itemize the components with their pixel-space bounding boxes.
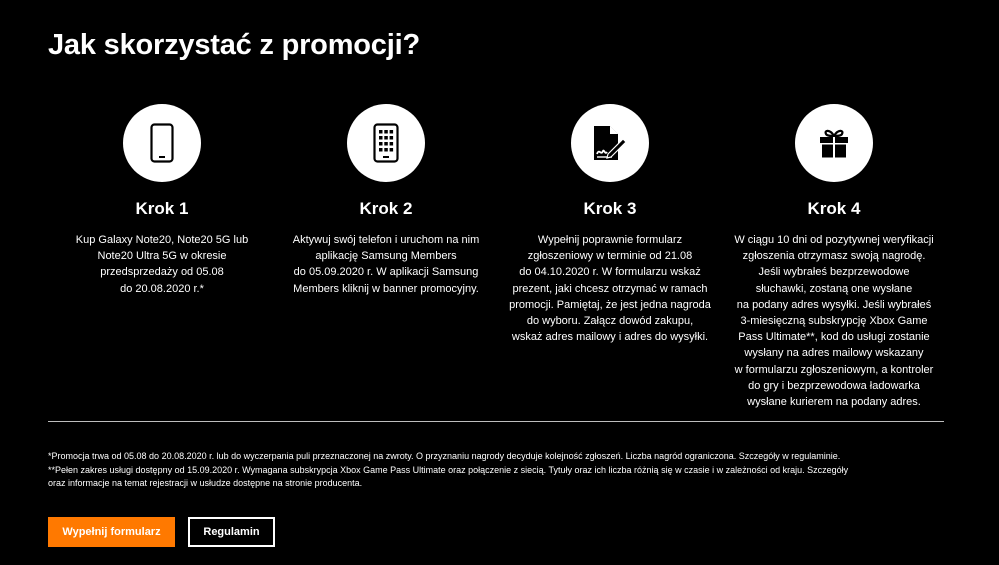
step-description-line: Jeśli wybrałeś bezprzewodowe — [758, 266, 910, 279]
smartphone-icon — [123, 104, 201, 182]
step-description-line: Members kliknij w banner promocyjny. — [293, 282, 479, 295]
phone-app-grid-icon — [347, 104, 425, 182]
step-description-line: wskaż adres mailowy i adres do wysyłki. — [511, 331, 709, 344]
step-description-line: do 04.10.2020 r. W formularzu wskaż — [519, 266, 701, 279]
step-4 — [722, 104, 946, 410]
section-divider — [48, 421, 944, 422]
step-description-line: prezent, jaki chcesz otrzymać w ramach — [512, 282, 708, 295]
step-description — [722, 232, 946, 410]
step-description-line: zgłoszenia otrzymasz swoją nagrodę. — [742, 250, 926, 263]
regulations-button[interactable]: Regulamin — [188, 517, 275, 547]
footnotes — [48, 450, 953, 491]
step-description-line: Pass Ultimate**, kod do usługi zostanie — [738, 331, 930, 344]
step-description-line: W ciągu 10 dni od pozytywnej weryfikacji — [734, 234, 934, 246]
footnote-line: *Promocja trwa od 05.08 do 20.08.2020 r. lub do wyczerpania puli przeznaczonej na zwroty. O przyznaniu nagrody decyduje kolejność zgłoszeń. Liczba nagród ograniczona. Szczegóły w regulaminie. — [48, 451, 841, 461]
step-description-line: promocji. Pamiętaj, że jest jedna nagroda — [509, 298, 711, 311]
step-2 — [274, 104, 498, 297]
step-3 — [498, 104, 722, 345]
step-description-line: w formularzu zgłoszeniowym, a kontroler — [734, 363, 934, 376]
document-sign-icon — [571, 104, 649, 182]
fill-form-button[interactable]: Wypełnij formularz — [48, 517, 175, 547]
step-title: Krok 4 — [807, 199, 861, 218]
step-description — [274, 232, 498, 297]
step-description-line: do gry i bezprzewodowa ładowarka — [748, 379, 920, 392]
gift-icon — [795, 104, 873, 182]
step-description-line: do 05.09.2020 r. W aplikacji Samsung — [293, 266, 479, 279]
step-description-line: aplikację Samsung Members — [315, 250, 457, 263]
step-description-line: Note20 Ultra 5G w okresie — [97, 250, 227, 263]
footnote-line: oraz informacje na temat rejestracji w usłudze dostępne na stronie producenta. — [48, 478, 363, 489]
step-description-line: przedsprzedaży od 05.08 — [100, 266, 224, 279]
step-1 — [50, 104, 274, 297]
step-title: Krok 1 — [135, 199, 189, 218]
footnote-line: **Pełen zakres usługi dostępny od 15.09.2020 r. Wymagana subskrypcja Xbox Game Pass Ultimate oraz połączenie z siecią. Tytuły oraz ich liczba różnią się w czasie i w zależności od kraju. Szczegóły — [48, 464, 849, 475]
step-description-line: Aktywuj swój telefon i uruchom na nim — [292, 234, 480, 246]
step-description — [498, 232, 722, 345]
step-description-line: Kup Galaxy Note20, Note20 5G lub — [75, 234, 249, 246]
step-description-line: do wyboru. Załącz dowód zakupu, — [526, 315, 694, 328]
step-description — [50, 232, 274, 297]
step-description-line: do 20.08.2020 r.* — [120, 282, 204, 295]
step-title: Krok 2 — [359, 199, 413, 218]
step-description-line: 3-miesięczną subskrypcję Xbox Game — [740, 315, 928, 328]
step-description-line: Wypełnij poprawnie formularz — [537, 234, 683, 246]
page-title: Jak skorzystać z promocji? — [48, 29, 420, 61]
step-description-line: na podany adres wysyłki. Jeśli wybrałeś — [736, 298, 932, 311]
step-description-line: słuchawki, zostaną one wysłane — [755, 282, 913, 295]
step-description-line: zgłoszeniowy w terminie od 21.08 — [527, 250, 693, 263]
step-description-line: wysłane kurierem na podany adres. — [747, 396, 921, 409]
steps-section — [50, 104, 945, 409]
step-description-line: wysłany na adres mailowy wskazany — [744, 347, 924, 360]
step-title: Krok 3 — [583, 199, 637, 218]
